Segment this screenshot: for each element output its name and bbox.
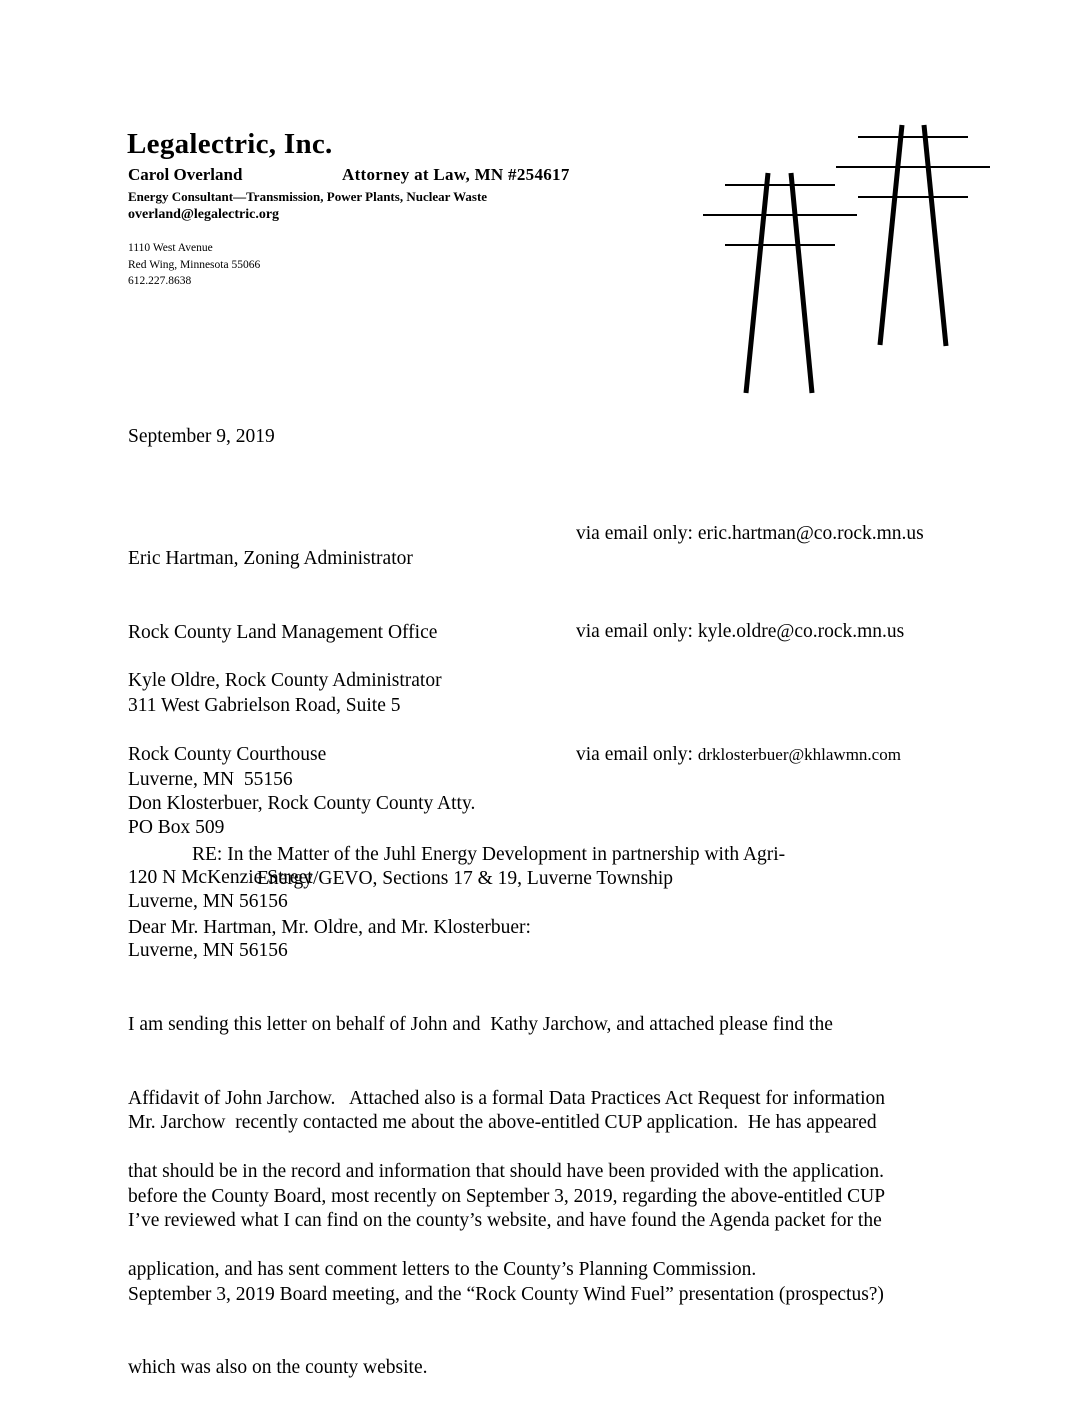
letterhead-email: overland@legalectric.org [128,207,280,222]
recipient-line: 120 N McKenzie Street [128,866,313,888]
recipient-line: Eric Hartman, Zoning Administrator [128,548,413,569]
paragraph-line: Affidavit of John Jarchow. Attached also is a formal Data Practices Act Request for information [128,1087,886,1109]
recipient-line: Luverne, MN 56156 [128,940,288,961]
firm-name: Legalectric, Inc. [127,128,333,160]
recipient-line: 311 West Gabrielson Road, Suite 5 [128,695,401,716]
recipient-line: Rock County Courthouse [128,743,327,765]
salutation: Dear Mr. Hartman, Mr. Oldre, and Mr. Klosterbuer: [128,917,531,938]
paragraph-line: application, and has sent comment letters to the County’s Planning Commission. [128,1259,757,1280]
re-line: Energy/GEVO, Sections 17 & 19, Luverne Township [257,868,674,889]
recipient-via [576,743,901,768]
paragraph-line: I am sending this letter on behalf of John and Kathy Jarchow, and attached please find the [128,1014,833,1035]
attorney-name: Carol Overland [128,165,243,184]
paragraph-line: I’ve reviewed what I can find on the county’s website, and have found the Agenda packet for the [128,1210,882,1231]
recipient-line: PO Box 509 [128,817,225,838]
recipient-line: Rock County Land Management Office [128,621,438,643]
recipient-via: via email only: eric.hartman@co.rock.mn.us [576,523,924,544]
paragraph-line: that should be in the record and information that should have been provided with the application. [128,1161,884,1182]
paragraph-line: September 3, 2019 Board meeting, and the “Rock County Wind Fuel” presentation (prospectus?) [128,1283,884,1305]
paragraph-line: which was also on the county website. [128,1357,428,1378]
recipient-line: Kyle Oldre, Rock County Administrator [128,670,442,691]
address-line: Red Wing, Minnesota 55066 [128,258,261,271]
transmission-towers-icon [0,0,1088,420]
re-line: RE: In the Matter of the Juhl Energy Development in partnership with Agri- [192,844,786,865]
paragraph-line: before the County Board, most recently on September 3, 2019, regarding the above-entitled CUP [128,1185,886,1207]
tagline: Energy Consultant—Transmission, Power Plants, Nuclear Waste [128,189,488,204]
address-line: 612.227.8638 [128,275,192,287]
recipient-line: Don Klosterbuer, Rock County County Atty. [128,793,476,814]
paragraph-line: Mr. Jarchow recently contacted me about the above-entitled CUP application. He has appeared [128,1112,877,1133]
via-label: via email only: [576,744,698,765]
recipient-via: via email only: kyle.oldre@co.rock.mn.us [576,621,905,642]
recipient-line: Luverne, MN 55156 [128,768,293,790]
address-line: 1110 West Avenue [128,242,213,254]
letter-date: September 9, 2019 [128,426,275,447]
recipient-line: Luverne, MN 56156 [128,890,288,912]
attorney-title: Attorney at Law, MN #254617 [342,165,570,184]
paragraph [128,1160,884,1405]
via-email: drklosterbuer@khlawmn.com [697,745,901,764]
